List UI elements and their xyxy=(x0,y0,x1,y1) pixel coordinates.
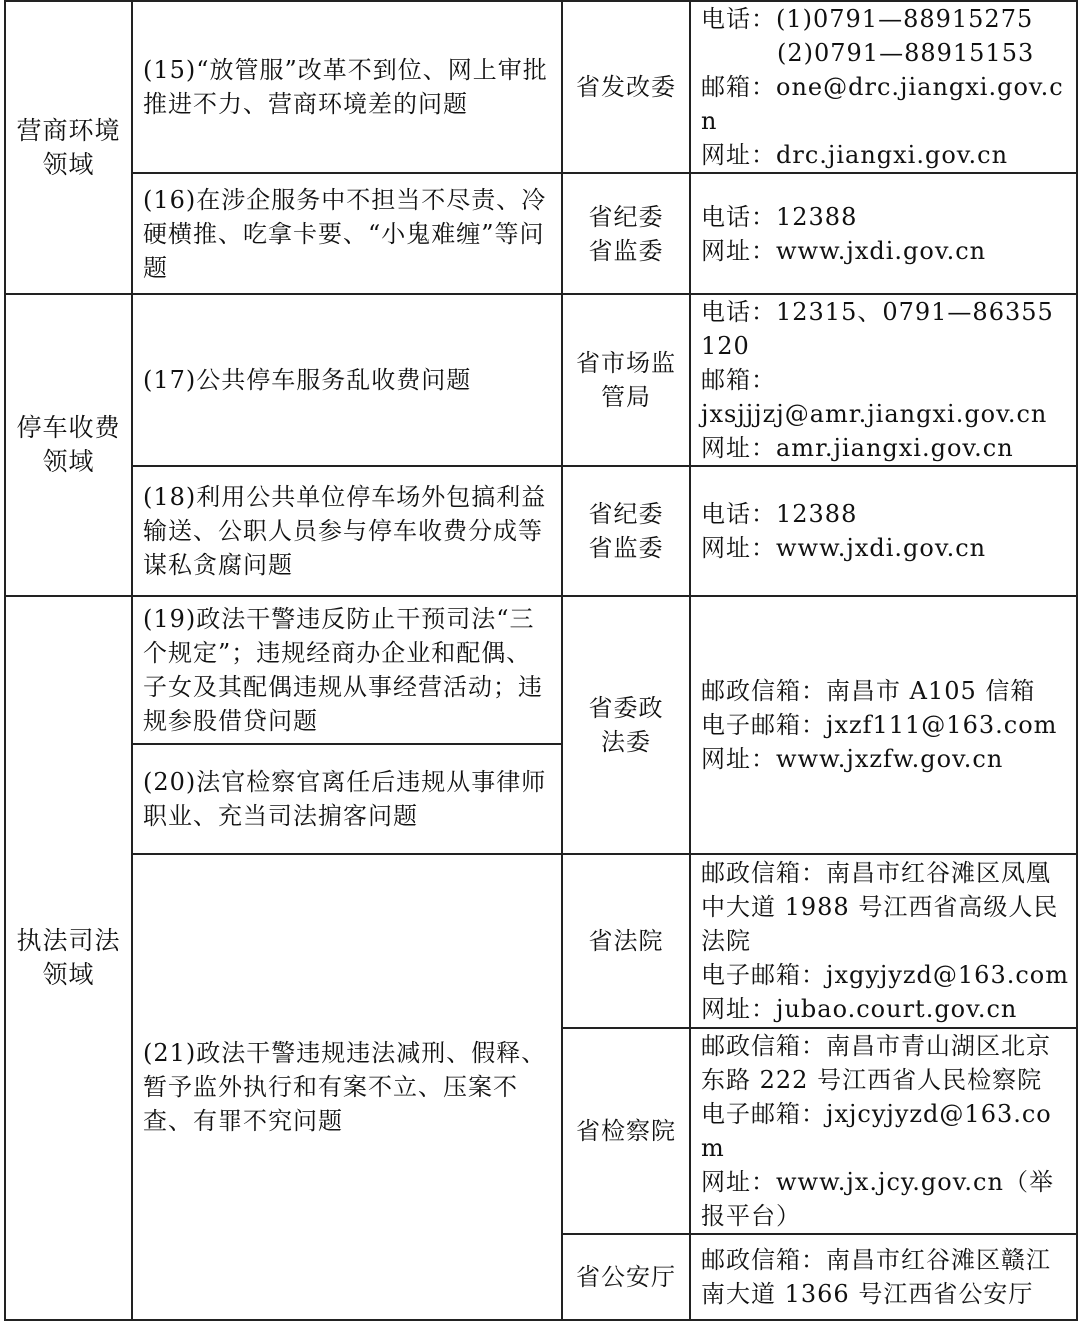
issue-cell xyxy=(132,466,562,596)
contact-cell xyxy=(690,596,1077,854)
issue-text: (15)“放管服”改革不到位、网上审批推进不力、营商环境差的问题 xyxy=(143,56,548,118)
dept-cell xyxy=(562,1,690,173)
dept-label: 省法院 xyxy=(588,927,664,955)
table-row xyxy=(5,466,1077,596)
contact-cell xyxy=(690,1234,1077,1320)
dept-label: 省监委 xyxy=(588,534,664,562)
dept-cell xyxy=(562,294,690,466)
dept-cell xyxy=(562,1234,690,1320)
issue-cell xyxy=(132,596,562,744)
dept-cell xyxy=(562,1028,690,1234)
contact-line: 网址：jubao.court.gov.cn xyxy=(701,995,1018,1023)
issue-cell xyxy=(132,294,562,466)
issue-cell xyxy=(132,173,562,294)
dept-label: 管局 xyxy=(601,383,651,411)
contact-line: 电子邮箱：jxjcyjyzd@163.com xyxy=(701,1100,1052,1162)
contact-cell xyxy=(690,854,1077,1028)
domain-label: 营商环境 xyxy=(16,115,121,145)
domain-label: 领域 xyxy=(42,960,95,989)
contact-cell xyxy=(690,1028,1077,1234)
contact-line: 网址：www.jxdi.gov.cn xyxy=(701,236,987,265)
contact-line: 网址：www.jxzfw.gov.cn xyxy=(701,745,1004,773)
dept-label: 省检察院 xyxy=(576,1117,676,1145)
dept-cell xyxy=(562,173,690,294)
dept-label: 法委 xyxy=(601,728,651,756)
contact-cell xyxy=(690,173,1077,294)
contact-line: 邮政信箱：南昌市青山湖区北京东路 222 号江西省人民检察院 xyxy=(701,1032,1051,1094)
dept-label: 省市场监 xyxy=(576,349,676,377)
dept-label: 省监委 xyxy=(588,236,664,265)
issue-cell xyxy=(132,1,562,173)
contact-line: 网址：drc.jiangxi.gov.cn xyxy=(701,141,1009,169)
domain-cell xyxy=(5,596,132,1320)
issue-text: (19)政法干警违反防止干预司法“三个规定”；违规经商办企业和配偶、子女及其配偶违规从事经营活动；违规参股借贷问题 xyxy=(143,605,543,735)
dept-cell xyxy=(562,596,690,854)
dept-label: 省发改委 xyxy=(576,73,676,101)
domain-cell xyxy=(5,294,132,596)
contact-line: 网址：amr.jiangxi.gov.cn xyxy=(701,434,1014,462)
contact-line: 电子邮箱：jxzf111@163.com xyxy=(701,711,1058,739)
issue-text: (16)在涉企服务中不担当不尽责、冷硬横推、吃拿卡要、“小鬼难缠”等问题 xyxy=(143,185,547,282)
contact-line: 电话：12388 xyxy=(701,202,858,231)
domain-label: 领域 xyxy=(42,447,95,476)
contact-line: 电话：12315、0791—86355120 xyxy=(701,298,1054,360)
dept-cell xyxy=(562,466,690,596)
issue-cell xyxy=(132,854,562,1320)
contact-line: 电话：12388 xyxy=(701,500,858,528)
domain-label: 领域 xyxy=(42,149,95,179)
contact-cell xyxy=(690,294,1077,466)
dept-label: 省公安厅 xyxy=(576,1263,676,1291)
table-row xyxy=(5,596,1077,744)
contact-line: 网址：www.jx.jcy.gov.cn（举报平台） xyxy=(701,1168,1054,1230)
contact-cell xyxy=(690,466,1077,596)
contact-line: 邮箱： xyxy=(701,366,776,394)
dept-cell xyxy=(562,854,690,1028)
contact-line: 邮政信箱：南昌市红谷滩区凤凰中大道 1988 号江西省高级人民法院 xyxy=(701,859,1059,955)
table-row xyxy=(5,294,1077,466)
contact-line: 邮政信箱：南昌市 A105 信箱 xyxy=(701,677,1036,705)
domain-cell xyxy=(5,1,132,294)
issue-text: (21)政法干警违规违法减刑、假释、暂予监外执行和有案不立、压案不查、有罪不究问题 xyxy=(143,1039,547,1135)
contact-line: 邮箱：one@drc.jiangxi.gov.cn xyxy=(701,73,1064,135)
issue-cell xyxy=(132,744,562,854)
issue-text: (20)法官检察官离任后违规从事律师职业、充当司法掮客问题 xyxy=(143,768,547,830)
domain-label: 执法司法 xyxy=(16,926,121,955)
contact-line: 电话：(1)0791—88915275 xyxy=(701,5,1034,33)
table-row xyxy=(5,1,1077,173)
table-row xyxy=(5,173,1077,294)
dept-label: 省纪委 xyxy=(588,202,664,231)
contact-line: 网址：www.jxdi.gov.cn xyxy=(701,534,987,562)
dept-label: 省委政 xyxy=(588,694,664,722)
contact-line: jxsjjjzj@amr.jiangxi.gov.cn xyxy=(701,400,1048,428)
issue-text: (18)利用公共单位停车场外包搞利益输送、公职人员参与停车收费分成等谋私贪腐问题 xyxy=(143,483,547,579)
contact-line: (2)0791—88915153 xyxy=(777,39,1035,67)
issue-text: (17)公共停车服务乱收费问题 xyxy=(143,366,472,394)
domain-label: 停车收费 xyxy=(16,413,121,442)
contact-cell xyxy=(690,1,1077,173)
contact-line: 邮政信箱：南昌市红谷滩区赣江南大道 1366 号江西省公安厅 xyxy=(701,1246,1051,1308)
reporting-channels-table xyxy=(4,0,1078,1321)
table-row xyxy=(5,854,1077,1028)
dept-label: 省纪委 xyxy=(588,500,664,528)
contact-line: 电子邮箱：jxgyjyzd@163.com xyxy=(701,961,1069,989)
